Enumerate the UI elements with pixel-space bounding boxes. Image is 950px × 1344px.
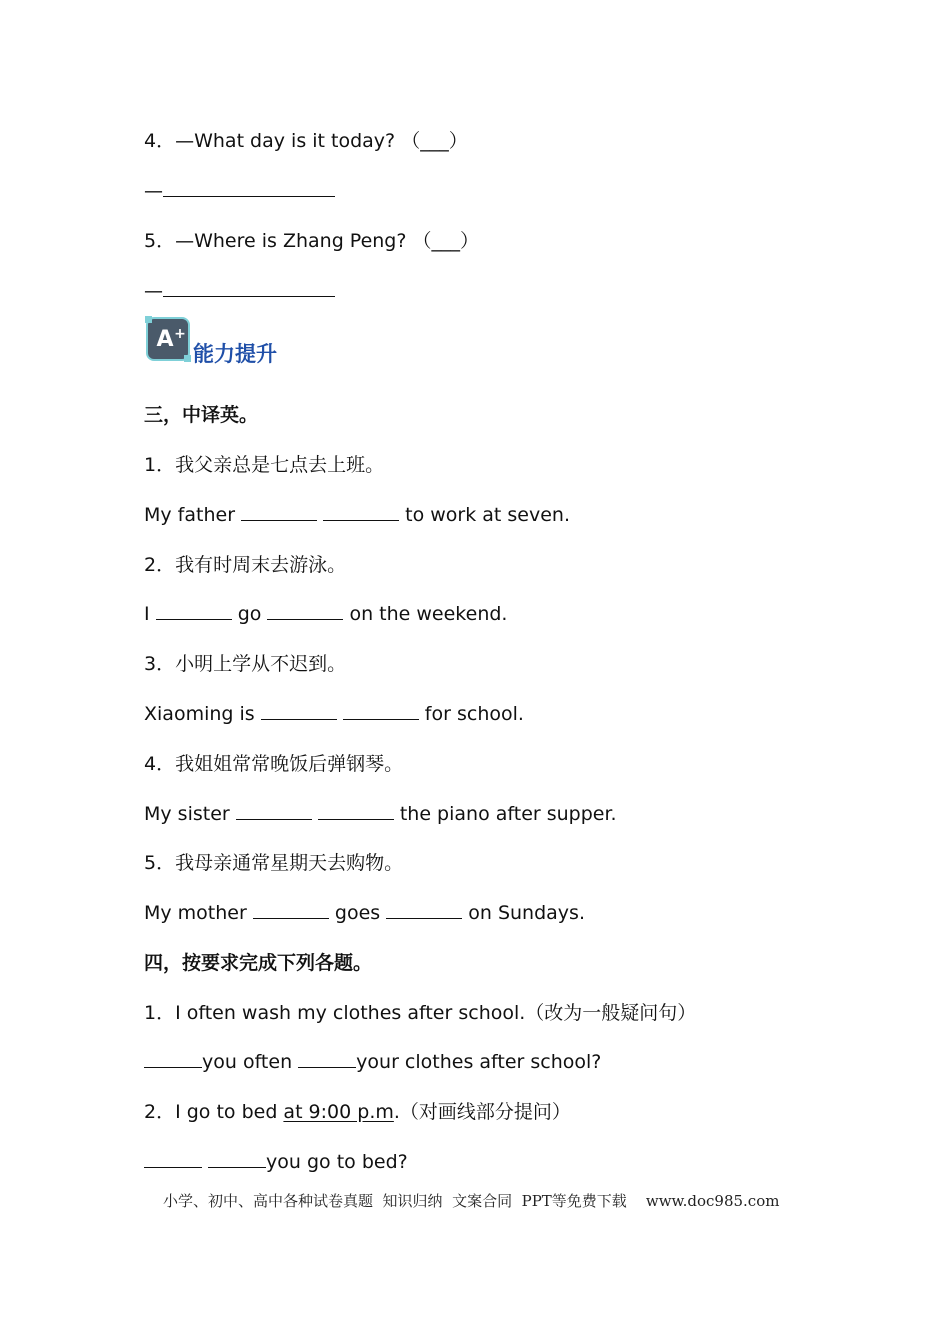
- translate-en-5: My mother goes on Sundays.: [144, 902, 585, 924]
- translate-cn-4: 4．我姐姐常常晚饭后弹钢琴。: [144, 753, 404, 775]
- answer-blank[interactable]: [261, 701, 337, 720]
- translate-en-1: My father to work at seven.: [144, 504, 571, 526]
- question-text: —What day is it today?: [175, 130, 396, 152]
- answer-blank[interactable]: [163, 278, 335, 297]
- translate-cn-5: 5．我母亲通常星期天去购物。: [144, 852, 404, 874]
- answer-blank[interactable]: [156, 601, 232, 620]
- rewrite-question-2: 2．I go to bed at 9:00 p.m.（对画线部分提问）: [144, 1101, 571, 1123]
- translate-en-4: My sister the piano after supper.: [144, 803, 617, 825]
- section-badge-title: 能力提升: [193, 342, 277, 366]
- answer-blank[interactable]: [144, 1049, 202, 1068]
- translate-en-2: I go on the weekend.: [144, 603, 508, 625]
- answer-line-4: —: [144, 178, 335, 204]
- question-text: —Where is Zhang Peng?: [175, 230, 407, 252]
- answer-blank[interactable]: [144, 1149, 202, 1168]
- answer-blank[interactable]: [323, 502, 399, 521]
- answer-blank[interactable]: [318, 801, 394, 820]
- answer-blank[interactable]: [343, 701, 419, 720]
- answer-blank[interactable]: [236, 801, 312, 820]
- translate-cn-3: 3．小明上学从不迟到。: [144, 653, 347, 675]
- question-number: 5．: [144, 230, 176, 252]
- answer-line-5: —: [144, 278, 335, 304]
- underlined-phrase: at 9:00 p.m: [283, 1101, 394, 1123]
- answer-blank[interactable]: [253, 900, 329, 919]
- page-footer: 小学、初中、高中各种试卷真题 知识归纳 文案合同 PPT等免费下载 www.doc985.com: [163, 1192, 780, 1210]
- question-number: 4．: [144, 130, 176, 152]
- answer-parenthesis: （___）: [401, 130, 468, 152]
- rewrite-answer-2: you go to bed?: [144, 1149, 408, 1175]
- translate-cn-2: 2．我有时周末去游泳。: [144, 554, 347, 576]
- svg-text:A: A: [156, 327, 174, 352]
- answer-blank[interactable]: [267, 601, 343, 620]
- question-5: [144, 228, 479, 254]
- answer-blank[interactable]: [386, 900, 462, 919]
- answer-blank[interactable]: [298, 1049, 356, 1068]
- section-4-title: 四，按要求完成下列各题。: [144, 952, 373, 974]
- ability-badge-icon: [145, 316, 191, 362]
- rewrite-question-1: 1．I often wash my clothes after school.（改为一般疑问句）: [144, 1002, 697, 1024]
- answer-blank[interactable]: [241, 502, 317, 521]
- rewrite-answer-1: you often your clothes after school?: [144, 1049, 601, 1075]
- answer-parenthesis: （___）: [412, 230, 480, 252]
- answer-blank[interactable]: [163, 178, 335, 197]
- section-3-title: 三，中译英。: [144, 404, 259, 426]
- question-4: [144, 128, 468, 154]
- answer-blank[interactable]: [208, 1149, 266, 1168]
- svg-text:+: +: [174, 326, 186, 342]
- translate-en-3: Xiaoming is for school.: [144, 703, 524, 725]
- translate-cn-1: 1．我父亲总是七点去上班。: [144, 454, 385, 476]
